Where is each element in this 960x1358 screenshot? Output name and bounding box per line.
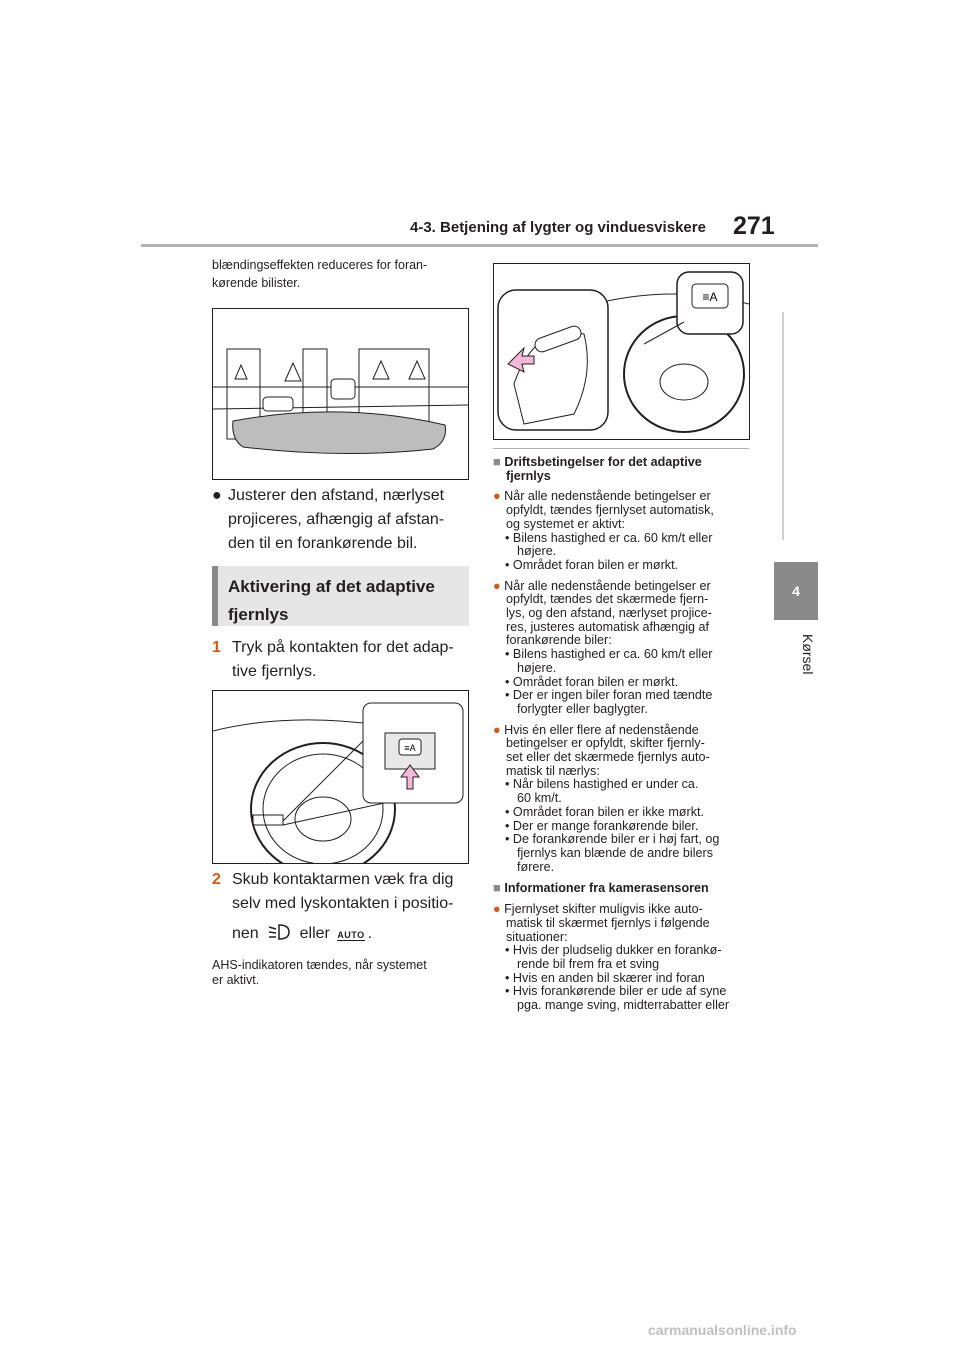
bullet-icon: ● bbox=[212, 487, 222, 504]
dot-bullet-icon: ● bbox=[493, 902, 505, 917]
chapter-label: Kørsel bbox=[800, 634, 816, 675]
dot-bullet-icon: ● bbox=[493, 489, 505, 504]
intro-text bbox=[212, 258, 472, 291]
section-heading bbox=[212, 566, 469, 626]
bullet-line: projiceres, afhængig af afstan- bbox=[228, 511, 445, 528]
dashboard-illustration-icon bbox=[213, 691, 468, 863]
paragraph: ● Hvis én eller flere af nedenstående betingelser er opfyldt, skifter fjernly- set eller det skærmede fjernlys auto- matisk til nærlys: bbox=[493, 722, 710, 778]
chapter-tab: 4 bbox=[774, 562, 818, 620]
dot-bullet-icon: ● bbox=[493, 578, 505, 593]
condition-item: • De forankørende biler er i høj fart, og fjernlys kan blænde de andre bilers førere. bbox=[505, 832, 720, 874]
section-heading-line: fjernlys bbox=[228, 605, 289, 624]
dot-bullet-icon: ● bbox=[493, 722, 505, 737]
header-divider bbox=[141, 244, 818, 247]
step-line: selv med lyskontakten i positio- bbox=[232, 895, 454, 912]
condition-item: • Der er mange forankørende biler. bbox=[505, 818, 699, 833]
intro-line: kørende bilister. bbox=[212, 276, 301, 290]
paragraph: ● Når alle nedenstående betingelser er opfyldt, tændes fjernlyset automatisk, og systemet er aktivt: bbox=[493, 489, 714, 531]
page-number: 271 bbox=[733, 212, 775, 240]
svg-text:≡A: ≡A bbox=[404, 743, 416, 753]
condition-item: • Bilens hastighed er ca. 60 km/t eller højere. bbox=[505, 647, 713, 675]
step-line: tive fjernlys. bbox=[232, 663, 317, 680]
road-illustration-icon bbox=[213, 309, 468, 479]
figure-dashboard-switch bbox=[212, 690, 469, 864]
svg-text:≡A: ≡A bbox=[702, 290, 718, 304]
subheading-driving-conditions: ■ Driftsbetingelser for det adaptive fjernlys bbox=[493, 454, 702, 483]
figure-beam-illustration bbox=[212, 308, 469, 480]
column-divider bbox=[493, 448, 749, 449]
section-title: 4-3. Betjening af lygter og vinduesviskere bbox=[410, 219, 706, 236]
lever-illustration-icon bbox=[494, 264, 749, 439]
step-line bbox=[232, 922, 474, 947]
note-line: AHS-indikatoren tændes, når systemet bbox=[212, 958, 427, 972]
headlight-icon bbox=[267, 923, 291, 941]
paragraph: ● Når alle nedenstående betingelser er opfyldt, tændes det skærmede fjern- lys, og den afstand, nærlyset projice- res, justeres automatisk afhængig af forankørende biler: bbox=[493, 578, 712, 648]
bullet-item bbox=[212, 484, 474, 556]
condition-item: • Bilens hastighed er ca. 60 km/t eller højere. bbox=[505, 530, 713, 559]
step-number: 1 bbox=[212, 639, 221, 656]
condition-item: • Hvis der pludselig dukker en forankø- rende bil frem fra et sving bbox=[505, 943, 722, 971]
bullet-line: den til en forankørende bil. bbox=[228, 535, 418, 552]
condition-list bbox=[493, 532, 755, 573]
condition-list bbox=[493, 944, 755, 1013]
auto-icon: AUTO bbox=[337, 930, 365, 940]
watermark: carmanualsonline.info bbox=[648, 1322, 797, 1338]
subheading-camera: ■ Informationer fra kamerasensoren bbox=[493, 880, 709, 896]
bullet-line: Justerer den afstand, nærlyset bbox=[228, 487, 445, 504]
step-2 bbox=[212, 868, 474, 947]
condition-item: • Hvis en anden bil skærer ind foran bbox=[505, 970, 705, 985]
step-1 bbox=[212, 636, 474, 684]
condition-list bbox=[493, 648, 755, 717]
condition-item: • Området foran bilen er mørkt. bbox=[505, 557, 679, 572]
step-line: Tryk på kontakten for det adap- bbox=[232, 639, 454, 656]
step-note bbox=[212, 958, 474, 988]
condition-item: • Når bilens hastighed er under ca. 60 km/t. bbox=[505, 777, 699, 806]
step-word: eller bbox=[299, 925, 330, 942]
step-word: nen bbox=[232, 925, 259, 942]
figure-lever-illustration bbox=[493, 263, 750, 440]
condition-list bbox=[493, 778, 755, 874]
condition-item: • Området foran bilen er ikke mørkt. bbox=[505, 804, 704, 819]
condition-item: • Området foran bilen er mørkt. bbox=[505, 674, 679, 689]
section-heading-line: Aktivering af det adaptive bbox=[228, 577, 435, 596]
step-word: . bbox=[367, 925, 373, 942]
side-divider bbox=[782, 312, 784, 540]
step-line: Skub kontaktarmen væk fra dig bbox=[232, 871, 454, 888]
condition-item: • Hvis forankørende biler er ude af syne pga. mange sving, midterrabatter eller bbox=[505, 984, 730, 1013]
paragraph: ● Fjernlyset skifter muligvis ikke auto- matisk til skærmet fjernlys i følgende situationer: bbox=[493, 902, 710, 944]
intro-line: blændingseffekten reduceres for foran- bbox=[212, 258, 428, 272]
right-column bbox=[493, 455, 755, 1013]
step-number: 2 bbox=[212, 871, 221, 888]
note-line: er aktivt. bbox=[212, 973, 260, 987]
condition-item: • Der er ingen biler foran med tændte forlygter eller baglygter. bbox=[505, 688, 713, 716]
square-bullet-icon: ■ bbox=[493, 454, 501, 469]
square-bullet-icon: ■ bbox=[493, 880, 501, 896]
